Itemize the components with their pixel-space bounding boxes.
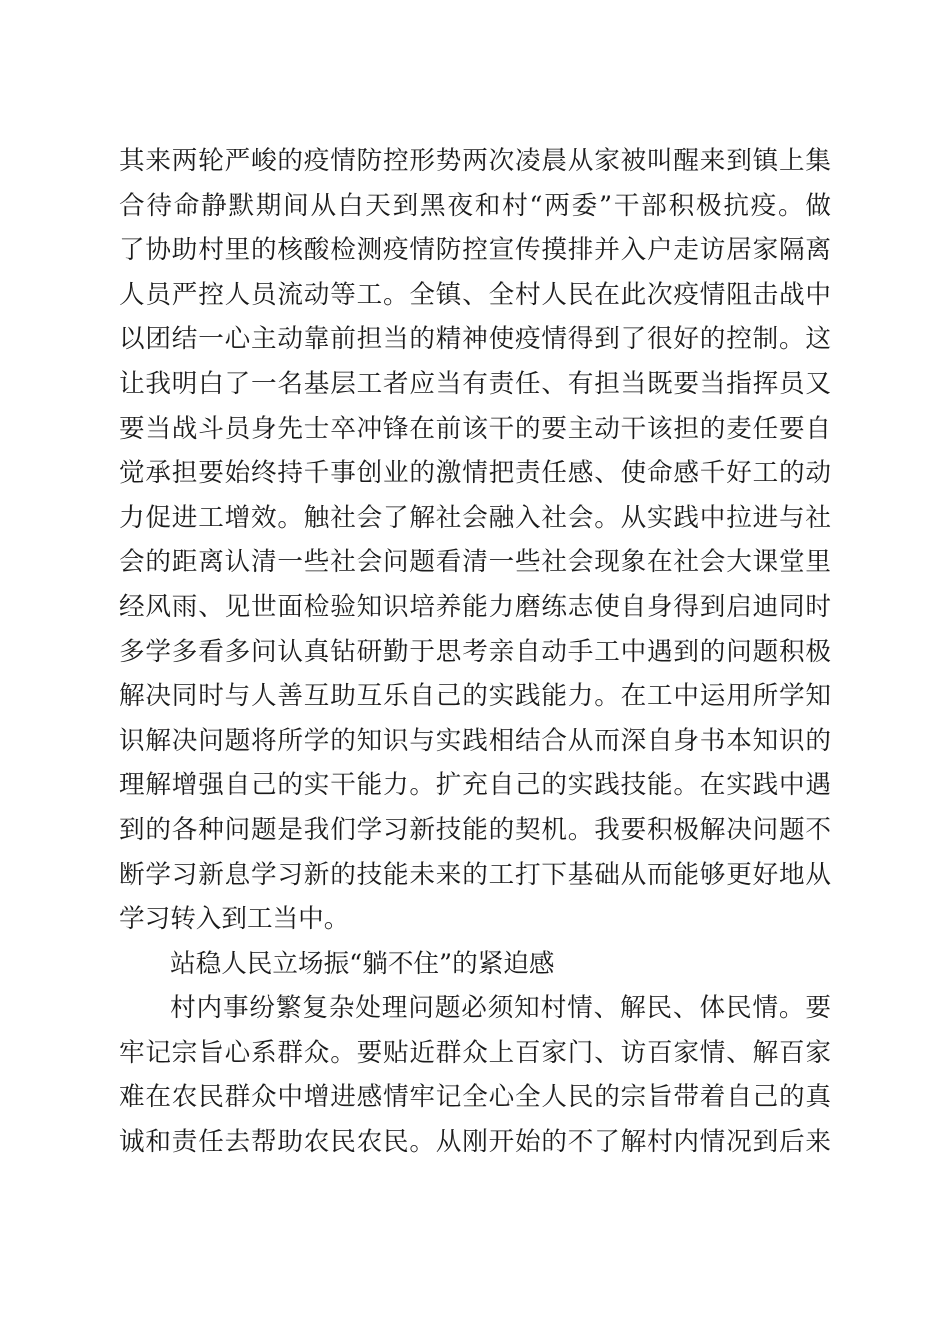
text-line: 多学多看多问认真钻研勤于思考亲自动手工中遇到的问题积极 bbox=[119, 636, 831, 667]
text-line: 让我明白了一名基层工者应当有责任、有担当既要当指挥员又 bbox=[119, 368, 831, 399]
text-line: 学习转入到工当中。 bbox=[119, 904, 350, 935]
text-line: 经风雨、见世面检验知识培养能力磨练志使自身得到启迪同时 bbox=[119, 591, 831, 622]
text-line: 合待命静默期间从白天到黑夜和村“两委”干部积极抗疫。做 bbox=[119, 190, 831, 221]
text-line: 其来两轮严峻的疫情防控形势两次凌晨从家被叫醒来到镇上集 bbox=[119, 146, 831, 176]
text-line: 到的各种问题是我们学习新技能的契机。我要积极解决问题不 bbox=[119, 814, 831, 845]
text-line: 以团结一心主动靠前担当的精神使疫情得到了很好的控制。这 bbox=[119, 324, 831, 355]
text-line: 断学习新息学习新的技能未来的工打下基础从而能够更好地从 bbox=[119, 859, 831, 890]
text-line: 诚和责任去帮助农民农民。从刚开始的不了解村内情况到后来 bbox=[119, 1127, 831, 1158]
text-line: 难在农民群众中增进感情牢记全心全人民的宗旨带着自己的真 bbox=[119, 1082, 831, 1113]
text-line: 会的距离认清一些社会问题看清一些社会现象在社会大课堂里 bbox=[119, 547, 831, 578]
text-line: 力促进工增效。触社会了解社会融入社会。从实践中拉进与社 bbox=[119, 502, 831, 533]
text-line: 识解决问题将所学的知识与实践相结合从而深自身书本知识的 bbox=[119, 725, 831, 756]
text-line: 理解增强自己的实干能力。扩充自己的实践技能。在实践中遇 bbox=[119, 770, 831, 801]
text-line: 牢记宗旨心系群众。要贴近群众上百家门、访百家情、解百家 bbox=[119, 1037, 831, 1068]
text-line: 要当战斗员身先士卒冲锋在前该干的要主动干该担的麦任要自 bbox=[119, 413, 831, 444]
text-line: 觉承担要始终持千事创业的激情把责任感、使命感千好工的动 bbox=[119, 458, 831, 489]
text-line: 了协助村里的核酸检测疫情防控宣传摸排并入户走访居家隔离 bbox=[119, 235, 831, 266]
body-text bbox=[119, 139, 831, 1165]
text-line: 解决同时与人善互助互乐自己的实践能力。在工中运用所学知 bbox=[119, 681, 831, 712]
section-heading: 站稳人民立场振“躺不住”的紧迫感 bbox=[170, 948, 555, 979]
text-line: 村内事纷繁复杂处理问题必须知村情、解民、体民情。要 bbox=[170, 993, 831, 1024]
text-line: 人员严控人员流动等工。全镇、全村人民在此次疫情阻击战中 bbox=[119, 279, 831, 310]
